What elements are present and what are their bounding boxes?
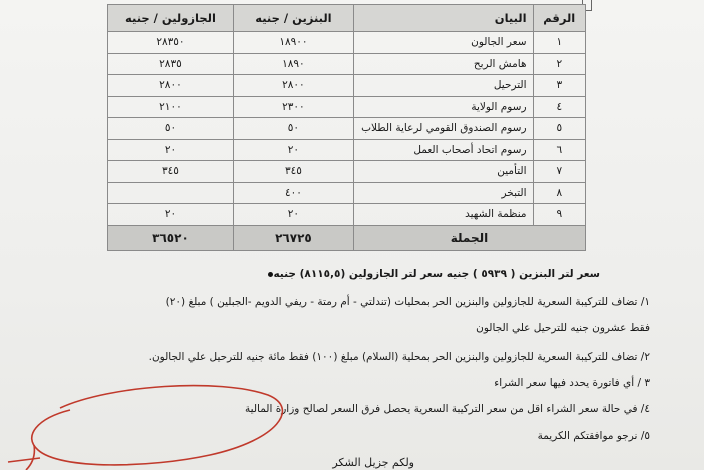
row-description: التأمين bbox=[353, 161, 533, 183]
row-benzine: ٢٣٠٠ bbox=[233, 96, 353, 118]
row-benzine: ٢٠ bbox=[233, 204, 353, 226]
row-benzine: ٣٤٥ bbox=[233, 161, 353, 183]
header-gasoline: الجازولين / جنيه bbox=[108, 5, 234, 32]
note-1-line-1: ١/ تضاف للتركيبة السعرية للجازولين والبنزين الحر بمحليات (تندلتي - أم رمتة - ريفي الدويم -الجبلين ) مبلغ (٢٠) bbox=[165, 296, 650, 308]
row-number: ٨ bbox=[533, 182, 585, 204]
row-number: ١ bbox=[533, 32, 585, 54]
note-1-line-2: فقط عشرون جنيه للترحيل علي الجالون bbox=[476, 322, 650, 334]
row-gasoline: ٢١٠٠ bbox=[108, 96, 234, 118]
note-2: ٢/ تضاف للتركيبة السعرية للجازولين والبنزين الحر بمحلية (السلام) مبلغ (١٠٠) فقط مائة جنيه للترحيل علي الجالون. bbox=[148, 351, 650, 363]
row-number: ٣ bbox=[533, 75, 585, 97]
row-description: التبخر bbox=[353, 182, 533, 204]
row-number: ٦ bbox=[533, 139, 585, 161]
header-benzine: البنزين / جنيه bbox=[233, 5, 353, 32]
row-benzine: ١٨٩٠ bbox=[233, 53, 353, 75]
row-gasoline: ٢٠ bbox=[108, 204, 234, 226]
price-per-litre-text: سعر لتر البنزين ( ٥٩٣٩ ) جنيه سعر لتر الجازولين (٨١١٥,٥) جنيه bbox=[273, 268, 600, 280]
row-number: ٤ bbox=[533, 96, 585, 118]
note-5: ٥/ نرجو موافقتكم الكريمة bbox=[537, 430, 650, 442]
row-description: سعر الجالون bbox=[353, 32, 533, 54]
signature-tail bbox=[26, 445, 34, 470]
row-description: الترحيل bbox=[353, 75, 533, 97]
row-gasoline: ٢٨٣٥ bbox=[108, 53, 234, 75]
row-description: منظمة الشهيد bbox=[353, 204, 533, 226]
row-description: رسوم الصندوق القومي لرعاية الطلاب bbox=[353, 118, 533, 140]
header-number: الرقم bbox=[533, 5, 585, 32]
signature-stroke bbox=[8, 458, 40, 462]
row-description: هامش الربح bbox=[353, 53, 533, 75]
note-4: ٤/ في حالة سعر الشراء اقل من سعر التركيبة السعرية يحصل فرق السعر لصالح وزارة المالية bbox=[245, 403, 650, 415]
total-label: الجملة bbox=[353, 225, 585, 250]
row-description: رسوم اتحاد أصحاب العمل bbox=[353, 139, 533, 161]
closing-line: ولكم جزيل الشكر bbox=[332, 456, 414, 469]
total-benzine: ٢٦٧٢٥ bbox=[233, 225, 353, 250]
row-benzine: ٤٠٠ bbox=[233, 182, 353, 204]
row-number: ٥ bbox=[533, 118, 585, 140]
row-benzine: ٢٨٠٠ bbox=[233, 75, 353, 97]
header-description: البيان bbox=[353, 5, 533, 32]
total-gasoline: ٣٦٥٢٠ bbox=[108, 225, 234, 250]
row-gasoline: ٣٤٥ bbox=[108, 161, 234, 183]
row-number: ٩ bbox=[533, 204, 585, 226]
row-number: ٢ bbox=[533, 53, 585, 75]
row-gasoline: ٢٠ bbox=[108, 139, 234, 161]
row-description: رسوم الولاية bbox=[353, 96, 533, 118]
row-benzine: ٢٠ bbox=[233, 139, 353, 161]
row-gasoline: ٢٨٠٠ bbox=[108, 75, 234, 97]
row-benzine: ٥٠ bbox=[233, 118, 353, 140]
row-benzine: ١٨٩٠٠ bbox=[233, 32, 353, 54]
row-number: ٧ bbox=[533, 161, 585, 183]
notes-section bbox=[40, 0, 650, 470]
price-per-litre-note bbox=[258, 268, 600, 280]
row-gasoline: ٢٨٣٥٠ bbox=[108, 32, 234, 54]
row-gasoline: ٥٠ bbox=[108, 118, 234, 140]
note-3: ٣ / أي فاتورة يحدد فيها سعر الشراء bbox=[494, 377, 650, 389]
